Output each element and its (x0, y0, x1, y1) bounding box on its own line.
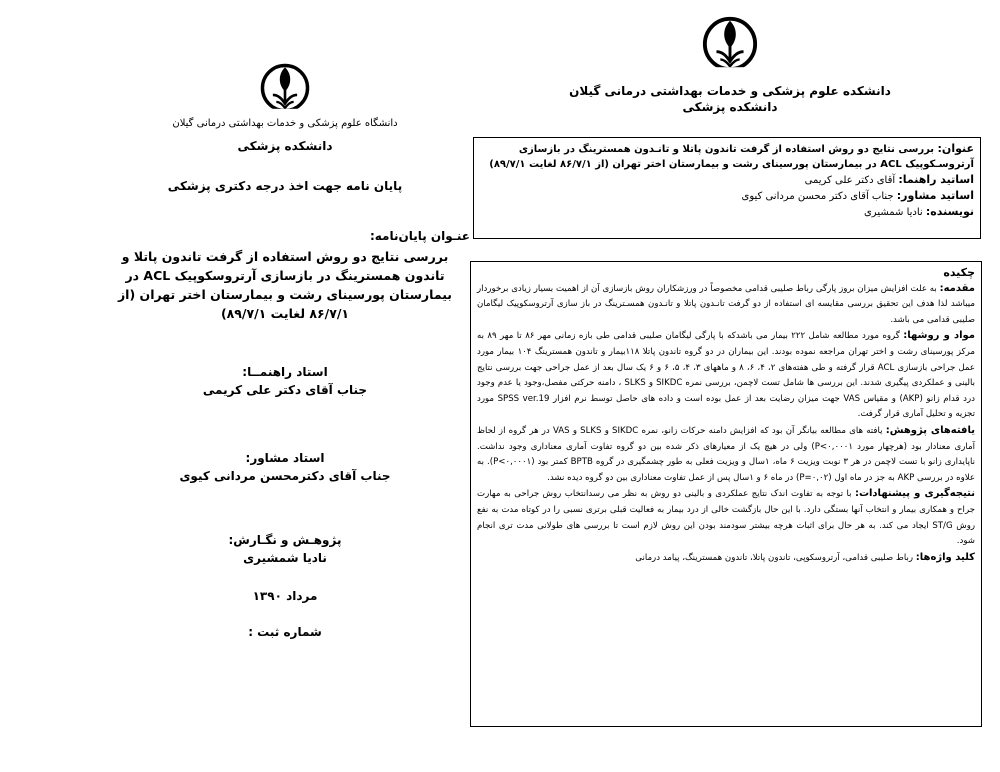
advisor-label: استاد مشاور: (245, 451, 325, 465)
info-title-label: عنوان: (937, 142, 974, 155)
university-emblem-icon (259, 60, 311, 116)
info-supervisor-text: آقای دکتر علی کریمی (804, 175, 896, 186)
info-title-text: بررسی نتایج دو روش استفاده از گرفت تاندون پاتلا و تانـدون همسترینگ در بازسازی آرتروسـکوپیک ACL در بیمارستان پورسینای رشت و بیمارستان اختر تهران (از ۸۶/۷/۱ لغایت ۸۹/۷/۱) (489, 144, 974, 170)
abstract-box (470, 261, 982, 727)
school-name: دانشکده پزشکی (237, 139, 333, 153)
info-supervisor (480, 172, 974, 188)
info-author-label: نویسنده: (925, 205, 974, 218)
abstract-methods (477, 328, 975, 423)
results-text: یافته های مطالعه بیانگر آن بود که افزایش دامنه حرکات زانو، نمره SIKDC و SLKS و VAS در هر گروه از لحاظ آماری معنادار بود (هرچهار مورد P<۰,۰۰۰۱) ولی در هیچ یک از معیارهای ذکر شده بین دو گروه تفاوت آماری معناداری وجود نداشت. ناپایداری زانو با تست لاچمن در هر ۳ نوبت ویزیت ۶ ماه، ۱سال و ویزیت فعلی به طور چشمگیری در گروه BPTB کمتر بود (P<۰,۰۰۰۱). به علاوه در بررسی AKP به جز در ماه اول (P=۰,۰۲) در ماه ۶ و ۱سال پس از عمل تفاوت معناداری بین دو گروه دیده نشد. (477, 425, 975, 483)
conclusion-label: نتیجه‌گیری و پیشنهادات: (854, 488, 976, 500)
researcher-name: نادیا شمشیری (243, 551, 327, 565)
title-page (100, 60, 470, 639)
conclusion-text: با توجه به تفاوت اندک نتایج عملکردی و بالینی دو روش به نظر می رسدانتخاب روش جراحی به مهارت جراح و همکاری بیمار و انتخاب آنها بستگی دارد. با این حال بازگشت خالی از درد بیمار به فعالیت قبلی برتری نسبی را در کوتاه مدت به نفع روش ST/G ایجاد می کند. به هر حال برای اثبات هرچه بیشتر سودمند بودن این روش لازم است تا بررسی های طولانی مدت تری انجام شود. (477, 489, 975, 547)
info-advisor-text: جناب آقای دکتر محسن مردانی کیوی (741, 191, 894, 202)
intro-text: به علت افزایش میزان بروز پارگی رباط صلیبی قدامی مخصوصاً در ورزشکاران روش بازسازی آن از اهمیت بسیار زیادی برخوردار میباشد لذا هدف این تحقیق بررسی مقایسه ای استفاده از دو گرفت تانـدون پاتلا و تانـدون همسـترینگ در باز سازی آرتروسکوپیک لیگامان صلیبی قدامی می باشد. (477, 283, 975, 325)
keywords-label: کلید واژه‌ها: (915, 551, 975, 563)
info-author-text: نادیا شمشیری (863, 207, 923, 218)
researcher-label: پژوهـش و نگـارش: (228, 533, 342, 547)
info-author (480, 204, 974, 220)
info-supervisor-label: اساتید راهنما: (898, 173, 974, 186)
registration-number: شماره ثبت : (248, 625, 322, 639)
thesis-title-label: عنـوان پایان‌نامه: (369, 229, 470, 243)
abstract-keywords (477, 550, 975, 567)
university-name: دانشکده علوم پزشکی و خدمات بهداشتی درمانی گیلان (569, 84, 891, 98)
methods-text: گروه مورد مطالعه شامل ۲۲۲ بیمار می باشدکه با پارگی لیگامان صلیبی قدامی طی بازه زمانی مهر ۸۶ تا مهر ۸۹ به مرکز پورسینای رشت و اختر تهران مراجعه نموده بودند. این بیماران در دو گروه تاندون پاتلا ۱۱۸بیمار و تاندون همسترینگ ۱۰۴ بیمار مورد عمل جراحی بازسازی ACL قرار گرفته و طی هفته‌های ۲، ۴، ۶، ۸ و ماههای ۳، ۴، ۵، ۶ و ۶ یک سال بعد از عمل جراحی جهت بررسی نتایج بالینی و عملکردی پیگیری شدند. این بررسی ها شامل تست لاچمن، بررسی نمره SIKDC و SLKS ، دامنه حرکتی مفصل،وجود یا عدم وجود درد قدام زانو (AKP) و مقیاس VAS جهت میزان رضایت بعد از عمل بوده است و داده های حاصل توسط نرم افزار SPSS ver.19 مورد تجزیه و تحلیل آماری قرار گرفت. (477, 331, 976, 420)
abstract-heading: چکیده (943, 266, 975, 279)
university-name: دانشگاه علوم پزشکی و خدمات بهداشتی درمانی گیلان (172, 118, 398, 129)
university-emblem-icon (701, 12, 759, 76)
abstract-results (477, 423, 975, 486)
intro-label: مقدمه: (939, 282, 975, 294)
supervisor-label: استاد راهنمــا: (242, 365, 328, 379)
info-advisor (480, 188, 974, 204)
info-advisor-label: اساتید مشاور: (896, 189, 974, 202)
abstract-intro (477, 281, 975, 329)
advisor-name: جناب آقای دکترمحسن مردانی کیوی (179, 469, 391, 483)
info-title (480, 141, 974, 172)
methods-label: مواد و روشها: (903, 330, 975, 342)
keywords-text: رباط صلیبی قدامی، آرتروسکوپی، تاندون پاتلا، تاندون همسترینگ، پیامد درمانی (635, 552, 914, 563)
thesis-purpose: پایان نامه جهت اخذ درجه دکتری پزشکی (167, 179, 403, 193)
abstract-conclusion (477, 486, 975, 549)
thesis-title: بررسی نتایج دو روش استفاده از گرفت تاندون پاتلا و تاندون همسترینگ در بازسازی آرتروسکوپیک ACL در بیمارستان پورسینای رشت و بیمارستان اختر تهران (از ۸۶/۷/۱ لغایت ۸۹/۷/۱) (117, 249, 452, 321)
abstract-header (470, 12, 990, 114)
thesis-date: مرداد ۱۳۹۰ (252, 589, 318, 603)
thesis-info-box (473, 137, 981, 239)
school-name: دانشکده پزشکی (682, 100, 778, 114)
results-label: یافته‌های پژوهش: (885, 424, 975, 436)
supervisor-name: جناب آقای دکتر علی کریمی (202, 383, 368, 397)
